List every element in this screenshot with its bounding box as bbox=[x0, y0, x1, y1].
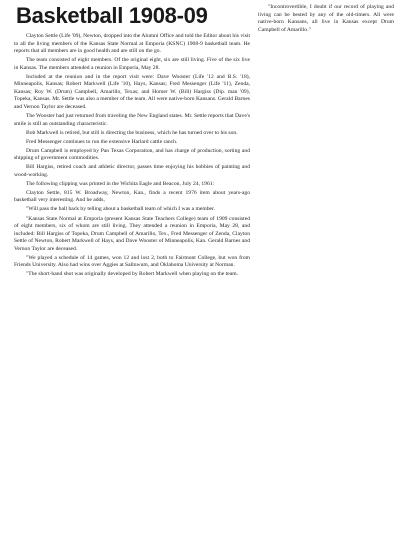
article-paragraph: Included at the reunion and in the report visit were: Dave Wooster (Life '12 and B.S. '18), Minneapolis, Kansas; Robert Markwell (Life '10), Hays, Kansas; Fred Messenger (Life '11), Zenda, Kansas; Roy W. (Drum) Campbell, Amarillo, Texas; and Homer W. (Bill) Hargiss (Dip. man '09), Topeka, Kansas. Mr. Settle was also a member of the team. All were native-born Kansans. Gerald Barnes and Vernon Taylor are deceased. bbox=[14, 73, 250, 110]
article-paragraph: The following clipping was printed in the Wichita Eagle and Beacon, July 24, 1961: bbox=[26, 180, 215, 187]
article-paragraph: "Kansas State Normal at Emporia (present Kansas State Teachers College) team of 1909 consisted of eight members, six of whom are still living. They attended a reunion in Emporia, May 28, and included: Bill Hargiss of Topeka, Drum Campbell of Amarillo, Tex., Fred Messenger of Zenda, Clayton Settle of Newton, Robert Markwell of Hays, and Dave Wooster of Minneapolis, Kan. Gerald Barnes and Vernon Taylor are deceased. bbox=[14, 215, 250, 252]
article-paragraph: Clayton Settle, 815 W. Broadway, Newton, Kan., finds a recent 1976 item about years-ago basketball very interesting. And he adds, bbox=[14, 189, 250, 204]
article-body bbox=[14, 33, 250, 279]
article-title: Basketball 1908-09 bbox=[16, 3, 208, 28]
article-paragraph: "We played a schedule of 14 games, won 12 and lost 2, both to Fairmont College, but won from Friends University. Also had wins over Aggies at Sallnwum, and Oklahoma University at Norman. bbox=[14, 254, 250, 269]
article-paragraph: Fred Messenger continues to run the extensive Harlard cattle ranch. bbox=[26, 138, 178, 145]
article-paragraph: The Wooster had just returned from traveling the New England states. Mr. Settle reports that Dave's smile is still an outstanding characteristic. bbox=[14, 112, 250, 127]
article-main-column bbox=[14, 4, 250, 280]
article-paragraph: Drum Campbell is employed by Pan Texas Corporation, and has charge of production, sorting and shipping of government commodities. bbox=[14, 147, 250, 162]
article-paragraph: Clayton Settle (Life '09), Newton, dropped into the Alumni Office and told the Editor about his visit to all the living members of the Kansas State Normal at Emporia (KSNC) 1908-9 basketball team. He reports that all members are in good health and are still on the go. bbox=[14, 33, 250, 55]
article-paragraph: Bob Markwell is retired, but still is directing the business, which he has turned over to his son. bbox=[26, 129, 238, 136]
article-paragraph: Bill Hargiss, retired coach and athletic director, passes time enjoying his hobbies of painting and wood-working. bbox=[14, 164, 250, 178]
continuation-paragraph: "Incontrovertible, I doubt if our record of playing and living can be bested by any of the old-timers. All were native-born Kansans, all live in Kansas except Drum Campbell of Amarillo." bbox=[258, 4, 394, 33]
article-paragraph: The team consisted of eight members. Of the original eight, six are still living. Five of the six live in Kansas. The members attended a reunion in Emporia, May 28. bbox=[14, 57, 250, 71]
article-paragraph: "Will pass the ball back by telling about a basketball team of which I was a member. bbox=[26, 206, 215, 213]
article-paragraph: "The short-hand shot was originally developed by Robert Markwell when playing on the team. bbox=[26, 271, 238, 278]
article-continuation-column bbox=[258, 4, 394, 36]
